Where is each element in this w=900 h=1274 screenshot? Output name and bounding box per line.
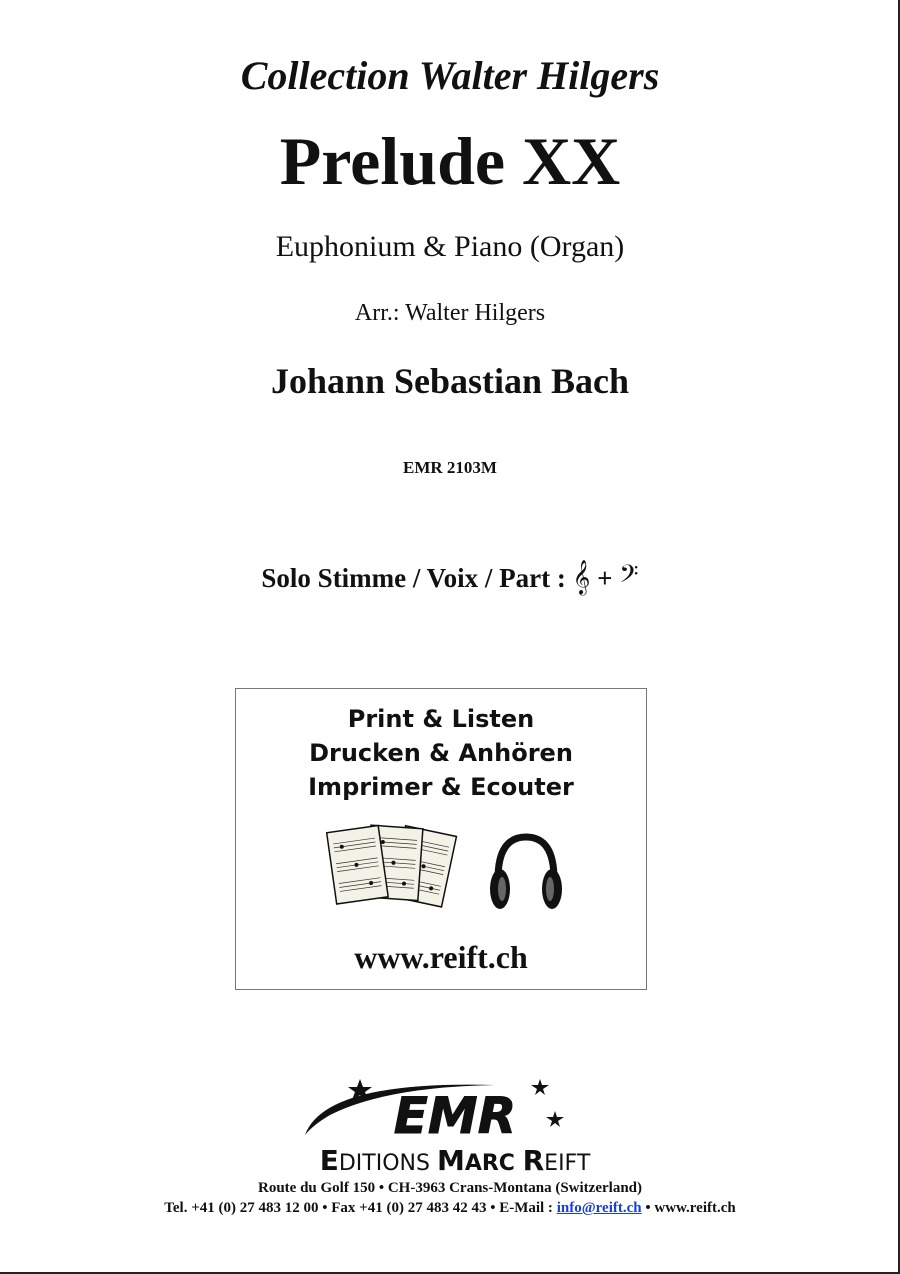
email-link[interactable]: info@reift.ch: [556, 1200, 642, 1216]
contact-website: • www.reift.ch: [641, 1200, 736, 1216]
print-listen-box: [235, 688, 647, 990]
collection-name: Collection Walter Hilgers: [240, 53, 660, 98]
publisher-name: EDITIONS MARC REIFT: [319, 1144, 591, 1175]
promo-website[interactable]: www.reift.ch: [354, 939, 528, 975]
bass-clef-icon: 𝄢: [619, 560, 639, 595]
publisher-contact: [0, 1200, 900, 1217]
emr-logo: [235, 1075, 675, 1175]
plus-sign: +: [597, 563, 613, 593]
promo-line-de: Drucken & Anhören: [309, 739, 573, 767]
page-title: Prelude XX: [279, 123, 621, 199]
part-label: Solo Stimme / Voix / Part :: [261, 563, 566, 593]
promo-line-en: Print & Listen: [347, 705, 535, 733]
arranger: Arr.: Walter Hilgers: [354, 300, 546, 326]
part-line: [0, 560, 900, 595]
publisher-address: Route du Golf 150 • CH-3963 Crans-Montana (Switzerland): [258, 1180, 642, 1196]
promo-line-fr: Imprimer & Ecouter: [308, 773, 574, 801]
sheet-music-icon: [327, 825, 457, 907]
headphones-icon: [490, 837, 562, 909]
logo-text: EMR: [393, 1087, 517, 1145]
treble-clef-icon: 𝄞: [572, 560, 591, 595]
composer: Johann Sebastian Bach: [270, 361, 630, 401]
catalog-number: EMR 2103M: [403, 458, 497, 477]
contact-phone-fax: Tel. +41 (0) 27 483 12 00 • Fax +41 (0) 27 483 42 43 • E-Mail :: [164, 1200, 557, 1216]
instrumentation: Euphonium & Piano (Organ): [275, 230, 625, 263]
promo-icons: [326, 819, 566, 919]
